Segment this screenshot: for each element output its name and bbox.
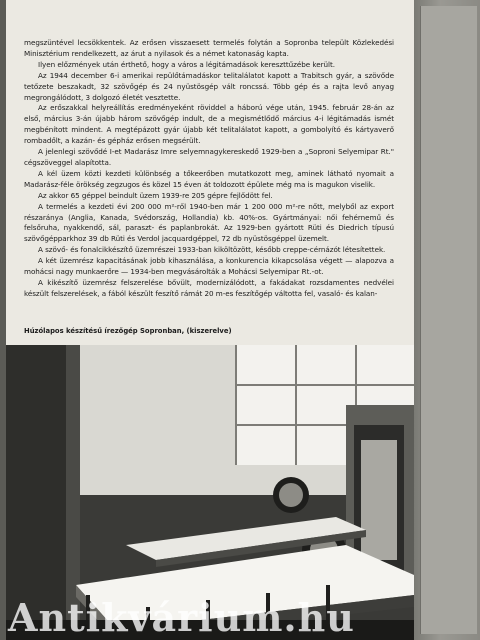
paragraph: A szövő- és fonalcikkészítő üzemrészei 1933-ban kiköltözött, később creppe-cérnázót létesítettek. xyxy=(38,245,386,255)
paragraph: Az akkor 65 géppel beindult üzem 1939-re 205 gépre fejlődött fel. xyxy=(38,190,273,200)
page-edge xyxy=(420,6,477,634)
article-text xyxy=(24,38,394,300)
paragraph: Az erőszakkal helyreállítás eredményeként röviddel a háború vége után, 1945. február 28-án az első, március 3-án újabb három szövőgép indult, de a megismétlődő március 4-i légitámadás ismét megbénított mindent. A megtépázott gyár újabb két telitalálatot kapott, a gombolyító és kártyaverő rombadőlt, a kazán- és gépház erősen megsérült. xyxy=(24,103,394,146)
paragraph: Ilyen előzmények után érthető, hogy a város a légitámadások kereszttűzébe került. xyxy=(38,59,335,69)
paragraph: A kikészítő üzemrész felszerelése bővült, modernizálódott, a fakádakat rozsdamentes nedvélei készült felszerelések, a fából készült feszítő rámát 20 m-es feszítőgép váltotta fel, vasaló- és kalan- xyxy=(24,277,394,298)
paragraph: A jelenlegi szövődé I-et Madarász Imre selyemnagykereskedő 1929-ben a „Soproni Selyemipar Rt." cégszöveggel alapította. xyxy=(24,147,394,167)
paragraph: megszüntével lecsökkentek. Az erősen visszaesett termelés folytán a Sopronba települt Közlekedési Minisztérium rendelkezett, az árut a nyilasok és a német katonaság kapta. xyxy=(24,38,394,58)
photo-caption: Húzólapos készítésű írezőgép Sopronban, (kiszerelve) xyxy=(24,327,232,335)
watermark: Antikvárium.hu xyxy=(8,595,355,640)
paragraph: A két üzemrész kapacitásának jobb kihasználása, a konkurencia kikapcsolása végett — alapozva a mohácsi nagy munkaerőre — 1934-ben megvásárolták a Mohácsi Selyemipar Rt.-ot. xyxy=(24,256,394,277)
paragraph: A termelés a kezdeti évi 200 000 m²-ről 1940-ben már 1 200 000 m²-re nőtt, melyből az export részaránya (Anglia, Kanada, Svédország, Hollandia) kb. 40%-os. Gyártmányai: női fehérnemű és felsőruha, nyakkendő, sál, paraszt- és paplanbrokát. Az 1929-ben gyártott Rüti és Diedrich típusú szövőgépparkhoz 39 db Rüti és Verdol jacquardgéppel, 72 db nyüstösgéppel üzemelt. xyxy=(24,201,394,244)
book-page xyxy=(6,0,414,640)
paragraph: A kél üzem közti kezdeti különbség a tőkeerőben mutatkozott meg, aminek látható nyomait a Madarász-féle örökség zegzugos és közel 15 éven át toldozott épülete még ma is magukon viselik. xyxy=(24,168,394,189)
paragraph: Az 1944 december 6-i amerikai repülőtámadáskor telitalálatot kapott a Trabitsch gyár, a szövőde tetőzete beszakadt, 32 szövőgép és 24 nyüstösgép vált roncssá. Több gép és a rajta levő anyag megrongálódott, 3 dolgozó életét vesztette. xyxy=(24,70,394,102)
